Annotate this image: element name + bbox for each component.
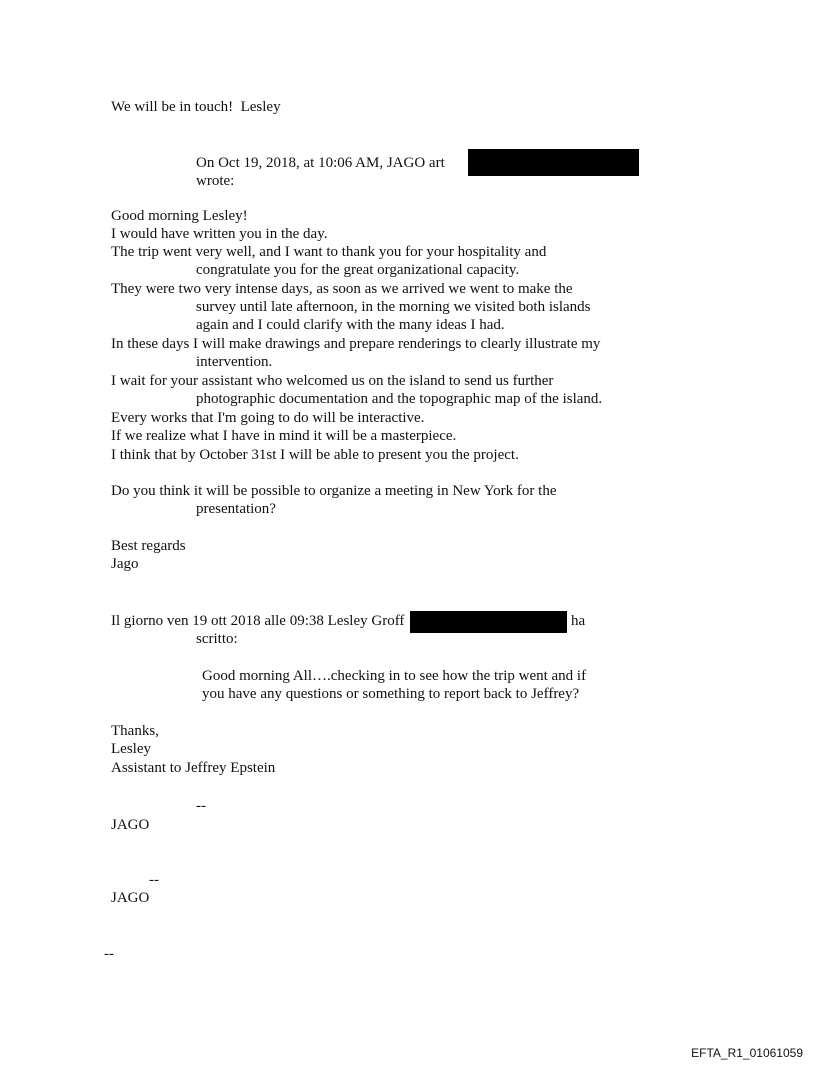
closing-line: We will be in touch! Lesley bbox=[111, 99, 281, 115]
message-line: They were two very intense days, as soon as we arrived we went to make the bbox=[111, 281, 573, 297]
redaction-box bbox=[410, 611, 567, 633]
quoted-header-suffix: ha bbox=[571, 613, 586, 629]
meeting-question: Do you think it will be possible to organize a meeting in New York for the bbox=[111, 483, 557, 499]
message-line: If we realize what I have in mind it will be a masterpiece. bbox=[111, 428, 457, 444]
message-line: I would have written you in the day. bbox=[111, 226, 328, 242]
quoted-message: Good morning All….checking in to see how the trip went and if bbox=[202, 668, 587, 684]
quoted-signoff: Lesley bbox=[111, 741, 151, 757]
document-id: EFTA_R1_01061059 bbox=[691, 1046, 803, 1060]
message-line: again and I could clarify with the many ideas I had. bbox=[196, 317, 505, 333]
message-line: I think that by October 31st I will be able to present you the project. bbox=[111, 447, 519, 463]
quoted-header-scritto: scritto: bbox=[196, 631, 238, 647]
quoted-message: you have any questions or something to report back to Jeffrey? bbox=[202, 686, 580, 702]
redaction-box bbox=[468, 149, 639, 176]
signature-dash: -- bbox=[149, 872, 159, 888]
quoted-header: Il giorno ven 19 ott 2018 alle 09:38 Lesley Groff bbox=[111, 613, 405, 629]
message-line: intervention. bbox=[196, 354, 273, 370]
message-line: In these days I will make drawings and prepare renderings to clearly illustrate my bbox=[111, 336, 601, 352]
signoff-name: Jago bbox=[111, 556, 139, 572]
reply-header: On Oct 19, 2018, at 10:06 AM, JAGO art bbox=[196, 155, 445, 171]
message-line: Good morning Lesley! bbox=[111, 208, 248, 224]
message-line: Every works that I'm going to do will be interactive. bbox=[111, 410, 425, 426]
quoted-signoff: Assistant to Jeffrey Epstein bbox=[111, 760, 276, 776]
quoted-signoff: Thanks, bbox=[111, 723, 159, 739]
signoff: Best regards bbox=[111, 538, 186, 554]
message-line: The trip went very well, and I want to thank you for your hospitality and bbox=[111, 244, 547, 260]
reply-header-wrote: wrote: bbox=[196, 173, 235, 189]
message-line: survey until late afternoon, in the morning we visited both islands bbox=[196, 299, 591, 315]
message-line: photographic documentation and the topographic map of the island. bbox=[196, 391, 603, 407]
meeting-question: presentation? bbox=[196, 501, 276, 517]
signature-name: JAGO bbox=[111, 890, 150, 906]
message-line: congratulate you for the great organizational capacity. bbox=[196, 262, 520, 278]
signature-dash: -- bbox=[104, 946, 114, 962]
signature-name: JAGO bbox=[111, 817, 150, 833]
message-line: I wait for your assistant who welcomed us on the island to send us further bbox=[111, 373, 554, 389]
signature-dash: -- bbox=[196, 798, 206, 814]
